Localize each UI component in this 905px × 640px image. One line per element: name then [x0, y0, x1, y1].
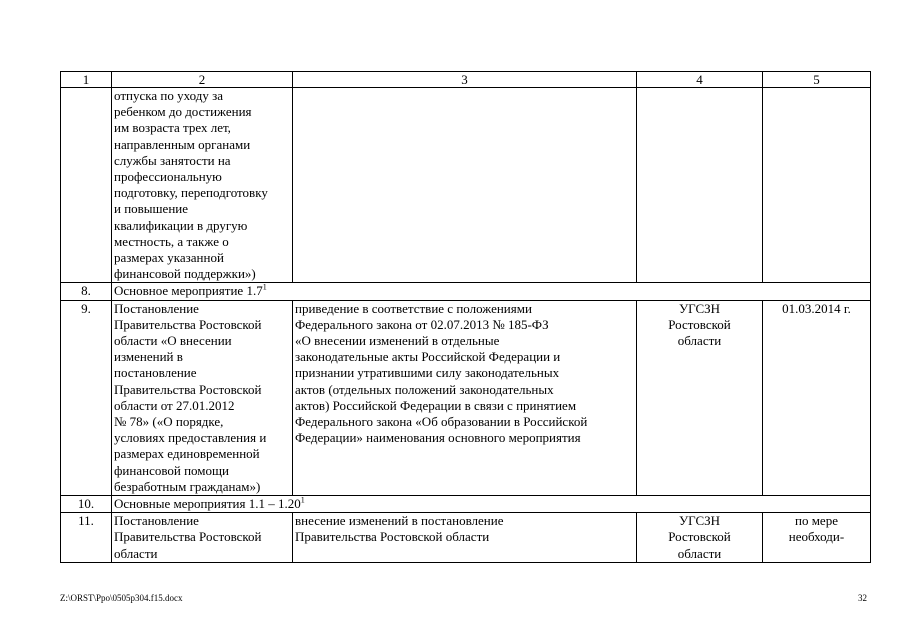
header-col-3: 3 [293, 72, 637, 88]
cell-description: внесение изменений в постановление Правительства Ростовской области [293, 513, 637, 563]
cell-num: 8. [61, 283, 112, 300]
header-col-1: 1 [61, 72, 112, 88]
header-col-4: 4 [637, 72, 763, 88]
section-title-text: Основное мероприятие 1.7 [114, 283, 263, 299]
cell-date [763, 88, 871, 283]
cell-document: отпуска по уходу за ребенком до достижения им возраста трех лет, направленным органами службы занятости на профессиональную подготовку, переподготовку и повышение квалификации в другую местность, а также о размерах указанной финансовой поддержки») [112, 88, 293, 283]
cell-date: 01.03.2014 г. [763, 300, 871, 495]
header-col-5: 5 [763, 72, 871, 88]
cell-section-title [112, 283, 871, 300]
cell-date: по мере необходи- [763, 513, 871, 563]
footer-page-number: 32 [858, 593, 867, 603]
table-row-10 [61, 496, 871, 513]
cell-num: 9. [61, 300, 112, 495]
cell-num: 11. [61, 513, 112, 563]
header-col-2: 2 [112, 72, 293, 88]
footnote-mark: 1 [300, 495, 305, 505]
section-title-text: Основные мероприятия 1.1 – 1.20 [114, 496, 301, 512]
footer-file-path: Z:\ORST\Ppo\0505p304.f15.docx [60, 593, 183, 603]
footnote-mark: 1 [262, 283, 267, 293]
cell-document: Постановление Правительства Ростовской области [112, 513, 293, 563]
cell-num: 10. [61, 496, 112, 513]
table-header-row [61, 72, 871, 88]
cell-document: Постановление Правительства Ростовской области «О внесении изменений в постановление Правительства Ростовской области от 27.01.2012 № 78» («О порядке, условиях предоставления и размерах единовременной финансовой помощи безработным гражданам») [112, 300, 293, 495]
cell-responsible [637, 88, 763, 283]
document-table [60, 71, 871, 563]
table-row-8 [61, 283, 871, 300]
table-row-continued [61, 88, 871, 283]
cell-description [293, 88, 637, 283]
cell-num [61, 88, 112, 283]
cell-responsible: УГСЗН Ростовской области [637, 300, 763, 495]
cell-description: приведение в соответствие с положениями Федерального закона от 02.07.2013 № 185-ФЗ «О внесении изменений в отдельные законодательные акты Российской Федерации и признании утратившими силу законодательных актов (отдельных положений законодательных актов) Российской Федерации в связи с принятием Федерального закона «Об образовании в Российской Федерации» наименования основного мероприятия [293, 300, 637, 495]
cell-responsible: УГСЗН Ростовской области [637, 513, 763, 563]
table-row-11 [61, 513, 871, 563]
cell-section-title [112, 496, 871, 513]
table-row-9 [61, 300, 871, 495]
